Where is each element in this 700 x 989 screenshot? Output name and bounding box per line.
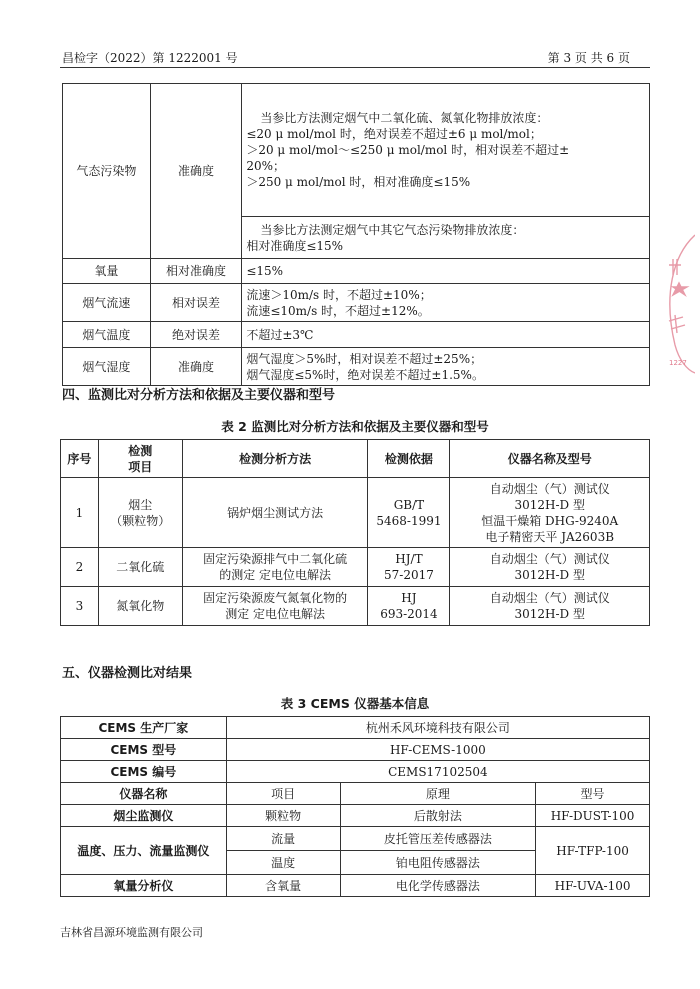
table-cell: 含氧量 xyxy=(226,875,340,897)
table-cell: 氧量 xyxy=(63,259,151,284)
header-cell: 原理 xyxy=(340,783,536,805)
header-cell: 仪器名称及型号 xyxy=(450,440,650,478)
table-cell: HF-UVA-100 xyxy=(536,875,650,897)
table-cell: 3 xyxy=(61,587,99,626)
cell-line: 固定污染源废气氮氧化物的 xyxy=(203,591,348,605)
table-cell xyxy=(450,587,650,626)
cell-line: 流速≤10m/s 时，不超过±12%。 xyxy=(246,303,430,318)
cell-line: 20%； xyxy=(246,159,286,173)
table-cell xyxy=(450,478,650,548)
section-heading-4: 四、监测比对分析方法和依据及主要仪器和型号 xyxy=(62,388,336,403)
cell-line: ＞20 μ mol/mol～≤250 μ mol/mol 时，相对误差不超过± xyxy=(246,143,570,157)
cell-line: 烟气湿度≤5%时，绝对误差不超过±1.5%。 xyxy=(246,367,484,382)
table-cell: 绝对误差 xyxy=(150,322,242,348)
table-cell: 2 xyxy=(61,548,99,587)
table-cell: 锅炉烟尘测试方法 xyxy=(182,478,368,548)
table-row xyxy=(63,284,650,322)
header-cell: 仪器名称 xyxy=(61,783,227,805)
cell-line: 57-2017 xyxy=(384,568,434,582)
table-cell: 二氧化硫 xyxy=(98,548,182,587)
methods-table xyxy=(60,439,650,626)
table-cell: 温度 xyxy=(226,851,340,875)
table-cell xyxy=(368,587,450,626)
table-header-row xyxy=(61,440,650,478)
cell-line: 3012H-D 型 xyxy=(514,607,585,621)
table-cell xyxy=(242,348,650,386)
table-cell: 相对误差 xyxy=(150,284,242,322)
table-cell xyxy=(182,548,368,587)
seal-stamp xyxy=(655,225,695,375)
cell-line: 当参比方法测定烟气中其它气态污染物排放浓度： xyxy=(260,222,525,237)
table-cell xyxy=(368,478,450,548)
table-row xyxy=(61,875,650,897)
section-heading-5: 五、仪器检测比对结果 xyxy=(62,666,193,681)
table-cell xyxy=(182,587,368,626)
cell-line: 项目 xyxy=(128,459,153,474)
table-cell: 颗粒物 xyxy=(226,805,340,827)
header-cell: 序号 xyxy=(61,440,99,478)
header-cell: 检测分析方法 xyxy=(182,440,368,478)
table-cell: 准确度 xyxy=(150,84,242,259)
table-3-caption: 表 3 CEMS 仪器基本信息 xyxy=(280,696,430,711)
header-cell: 项目 xyxy=(226,783,340,805)
table-row xyxy=(61,805,650,827)
table-row xyxy=(61,717,650,739)
header-cell xyxy=(98,440,182,478)
table-cell: 相对准确度 xyxy=(150,259,242,284)
table-cell: ≤15% xyxy=(242,259,650,284)
table-cell: 氧量分析仪 xyxy=(61,875,227,897)
table-2-caption: 表 2 监测比对分析方法和依据及主要仪器和型号 xyxy=(221,419,489,434)
cell-line: 检测 xyxy=(128,443,153,458)
cell-line: ≤20 μ mol/mol 时，绝对误差不超过±6 μ mol/mol； xyxy=(246,127,542,141)
table-cell: HF-TFP-100 xyxy=(536,827,650,875)
page-indicator: 第 3 页 共 6 页 xyxy=(547,51,630,65)
table-cell: 气态污染物 xyxy=(63,84,151,259)
cell-line: HJ xyxy=(401,591,417,605)
cell-line: HJ/T xyxy=(395,552,423,566)
table-row xyxy=(61,548,650,587)
table-cell xyxy=(368,548,450,587)
cell-line: 烟气湿度＞5%时，相对误差不超过±25%； xyxy=(246,351,483,366)
cell-line: 693-2014 xyxy=(380,607,438,621)
cell-line: 当参比方法测定烟气中二氧化硫、氮氧化物排放浓度： xyxy=(260,111,549,125)
table-cell: 烟气湿度 xyxy=(63,348,151,386)
header-cell: 型号 xyxy=(536,783,650,805)
cell-line: 自动烟尘（气）测试仪 xyxy=(489,481,610,496)
table-row xyxy=(63,259,650,284)
table-cell: 烟气温度 xyxy=(63,322,151,348)
cell-line: 自动烟尘（气）测试仪 xyxy=(489,591,610,605)
cell-line: 固定污染源排气中二氧化硫 xyxy=(203,552,348,566)
table-cell: 1 xyxy=(61,478,99,548)
table-cell xyxy=(242,284,650,322)
cell-line: 电子精密天平 JA2603B xyxy=(485,529,615,544)
table-header-row xyxy=(61,783,650,805)
table-cell xyxy=(450,548,650,587)
cell-line: 恒温干燥箱 DHG-9240A xyxy=(481,513,619,528)
seal-stamp-number: 1227 xyxy=(669,359,687,367)
cell-line: ＞250 μ mol/mol 时，相对准确度≤15% xyxy=(246,175,471,189)
cell-line: GB/T xyxy=(393,497,425,512)
table-row xyxy=(61,761,650,783)
table-cell: 温度、压力、流量监测仪 xyxy=(61,827,227,875)
table-row xyxy=(61,478,650,548)
cell-line: 自动烟尘（气）测试仪 xyxy=(489,552,610,566)
table-cell: 电化学传感器法 xyxy=(340,875,536,897)
table-cell: 烟尘监测仪 xyxy=(61,805,227,827)
table-cell: 氮氧化物 xyxy=(98,587,182,626)
table-cell xyxy=(98,478,182,548)
table-cell xyxy=(242,217,650,259)
table-cell: 烟气流速 xyxy=(63,284,151,322)
table-row xyxy=(63,348,650,386)
cell-line: 测定 定电位电解法 xyxy=(225,607,326,621)
table-cell: CEMS 编号 xyxy=(61,761,227,783)
table-row xyxy=(61,587,650,626)
cell-line: 烟尘 xyxy=(128,497,153,512)
accuracy-requirements-table xyxy=(62,83,650,386)
cell-line: 5468-1991 xyxy=(376,513,442,528)
table-row xyxy=(61,827,650,851)
cell-line: 流速＞10m/s 时，不超过±10%； xyxy=(246,287,432,302)
cell-line: 的测定 定电位电解法 xyxy=(219,568,332,582)
table-cell: HF-DUST-100 xyxy=(536,805,650,827)
table-row xyxy=(61,739,650,761)
header-cell: 检测依据 xyxy=(368,440,450,478)
table-cell: CEMS 生产厂家 xyxy=(61,717,227,739)
cell-line: 3012H-D 型 xyxy=(514,497,585,512)
cems-info-table xyxy=(60,716,650,897)
table-cell: 后散射法 xyxy=(340,805,536,827)
footer-company: 吉林省昌源环境监测有限公司 xyxy=(60,926,203,939)
table-cell: 皮托管压差传感器法 xyxy=(340,827,536,851)
table-row xyxy=(63,322,650,348)
cell-line: （颗粒物） xyxy=(110,513,171,528)
table-row xyxy=(63,84,650,217)
table-cell: HF-CEMS-1000 xyxy=(226,739,649,761)
table-cell: CEMS17102504 xyxy=(226,761,649,783)
document-number: 昌检字（2022）第 1222001 号 xyxy=(62,51,238,65)
cell-line: 3012H-D 型 xyxy=(514,568,585,582)
cell-line: 相对准确度≤15% xyxy=(246,238,344,253)
table-cell: 铂电阻传感器法 xyxy=(340,851,536,875)
table-cell: 流量 xyxy=(226,827,340,851)
table-cell: 不超过±3℃ xyxy=(242,322,650,348)
table-cell xyxy=(242,84,650,217)
table-cell: 杭州禾风环境科技有限公司 xyxy=(226,717,649,739)
table-cell: CEMS 型号 xyxy=(61,739,227,761)
table-cell: 准确度 xyxy=(150,348,242,386)
header-rule xyxy=(60,67,650,68)
